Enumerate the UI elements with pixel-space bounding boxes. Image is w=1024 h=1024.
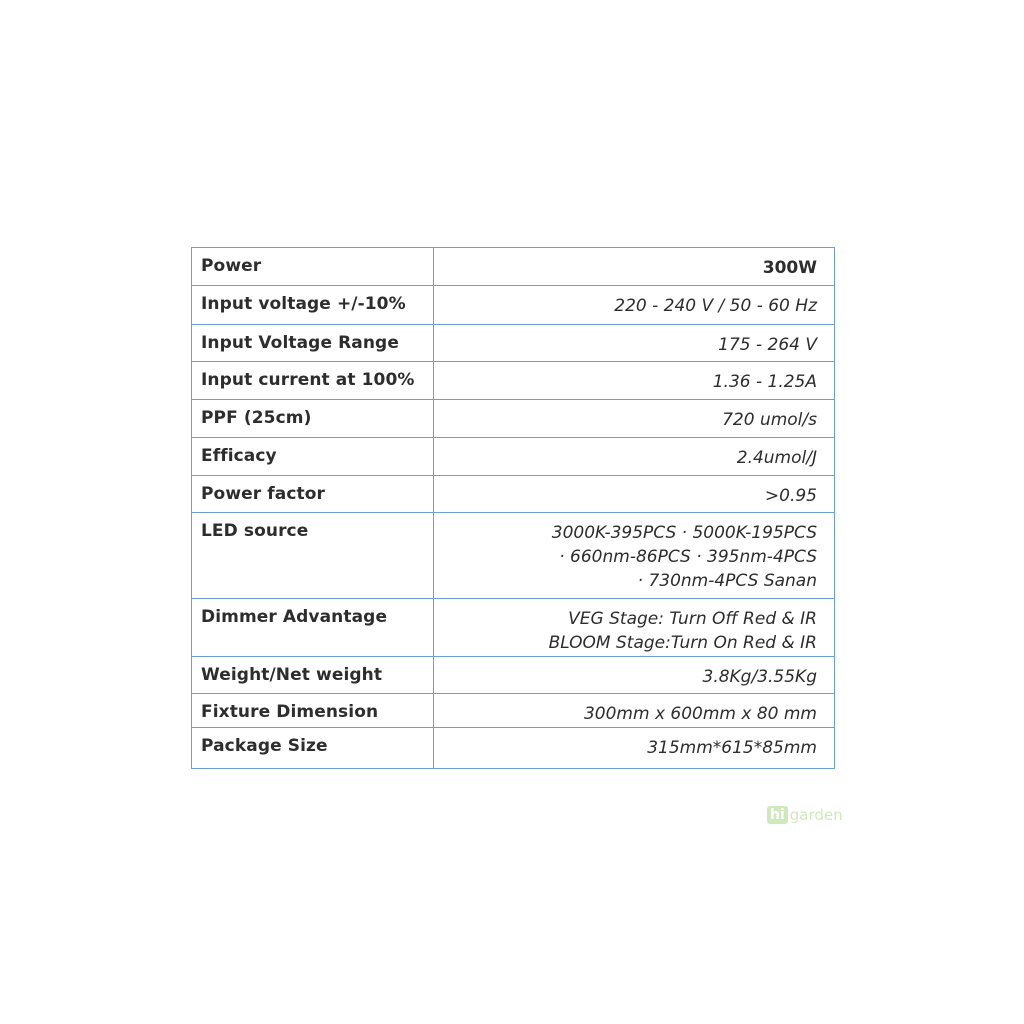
spec-table-body bbox=[192, 248, 835, 769]
spec-label: Fixture Dimension bbox=[192, 694, 434, 728]
spec-value-line: 315mm*615*85mm bbox=[647, 738, 817, 758]
spec-label: Weight/Net weight bbox=[192, 657, 434, 694]
spec-label: Input voltage +/-10% bbox=[192, 286, 434, 325]
spec-value bbox=[434, 599, 835, 657]
watermark-logo bbox=[767, 806, 843, 824]
spec-value-line: BLOOM Stage:Turn On Red & IR bbox=[548, 633, 817, 653]
spec-label: Package Size bbox=[192, 728, 434, 769]
spec-value bbox=[434, 694, 835, 728]
spec-label: PPF (25cm) bbox=[192, 400, 434, 438]
spec-label: LED source bbox=[192, 513, 434, 599]
spec-value-line: 175 - 264 V bbox=[718, 335, 817, 355]
spec-value-line: 3000K-395PCS · 5000K-195PCS bbox=[551, 523, 817, 543]
spec-label: Input Voltage Range bbox=[192, 325, 434, 362]
spec-value bbox=[434, 325, 835, 362]
spec-value bbox=[434, 657, 835, 694]
spec-row bbox=[192, 286, 835, 325]
spec-row bbox=[192, 362, 835, 400]
spec-value-line: 220 - 240 V / 50 - 60 Hz bbox=[614, 296, 817, 316]
spec-row bbox=[192, 657, 835, 694]
spec-row bbox=[192, 476, 835, 513]
spec-value bbox=[434, 248, 835, 286]
spec-table bbox=[191, 247, 835, 769]
spec-label: Input current at 100% bbox=[192, 362, 434, 400]
watermark-hi: hi bbox=[767, 806, 788, 824]
spec-row bbox=[192, 599, 835, 657]
spec-row bbox=[192, 694, 835, 728]
spec-row bbox=[192, 325, 835, 362]
spec-value-line: 300mm x 600mm x 80 mm bbox=[583, 704, 817, 724]
spec-label: Power factor bbox=[192, 476, 434, 513]
spec-value-line: 1.36 - 1.25A bbox=[712, 372, 817, 392]
spec-value bbox=[434, 438, 835, 476]
spec-value bbox=[434, 513, 835, 599]
spec-label: Efficacy bbox=[192, 438, 434, 476]
spec-row bbox=[192, 728, 835, 769]
spec-label: Dimmer Advantage bbox=[192, 599, 434, 657]
spec-value bbox=[434, 728, 835, 769]
spec-value-line: · 660nm-86PCS · 395nm-4PCS bbox=[559, 547, 817, 567]
spec-value-line: 3.8Kg/3.55Kg bbox=[702, 667, 817, 687]
spec-label: Power bbox=[192, 248, 434, 286]
spec-value-line: 300W bbox=[762, 258, 817, 278]
spec-value bbox=[434, 476, 835, 513]
spec-value-line: 720 umol/s bbox=[722, 410, 817, 430]
spec-row bbox=[192, 248, 835, 286]
spec-value bbox=[434, 400, 835, 438]
spec-value-line: >0.95 bbox=[764, 486, 817, 506]
spec-row bbox=[192, 438, 835, 476]
watermark-garden: garden bbox=[789, 806, 843, 824]
spec-value-line: · 730nm-4PCS Sanan bbox=[637, 571, 817, 591]
spec-value-line: VEG Stage: Turn Off Red & IR bbox=[568, 609, 817, 629]
spec-row bbox=[192, 400, 835, 438]
spec-row bbox=[192, 513, 835, 599]
spec-value-line: 2.4umol/J bbox=[736, 448, 817, 468]
spec-value bbox=[434, 286, 835, 325]
spec-value bbox=[434, 362, 835, 400]
